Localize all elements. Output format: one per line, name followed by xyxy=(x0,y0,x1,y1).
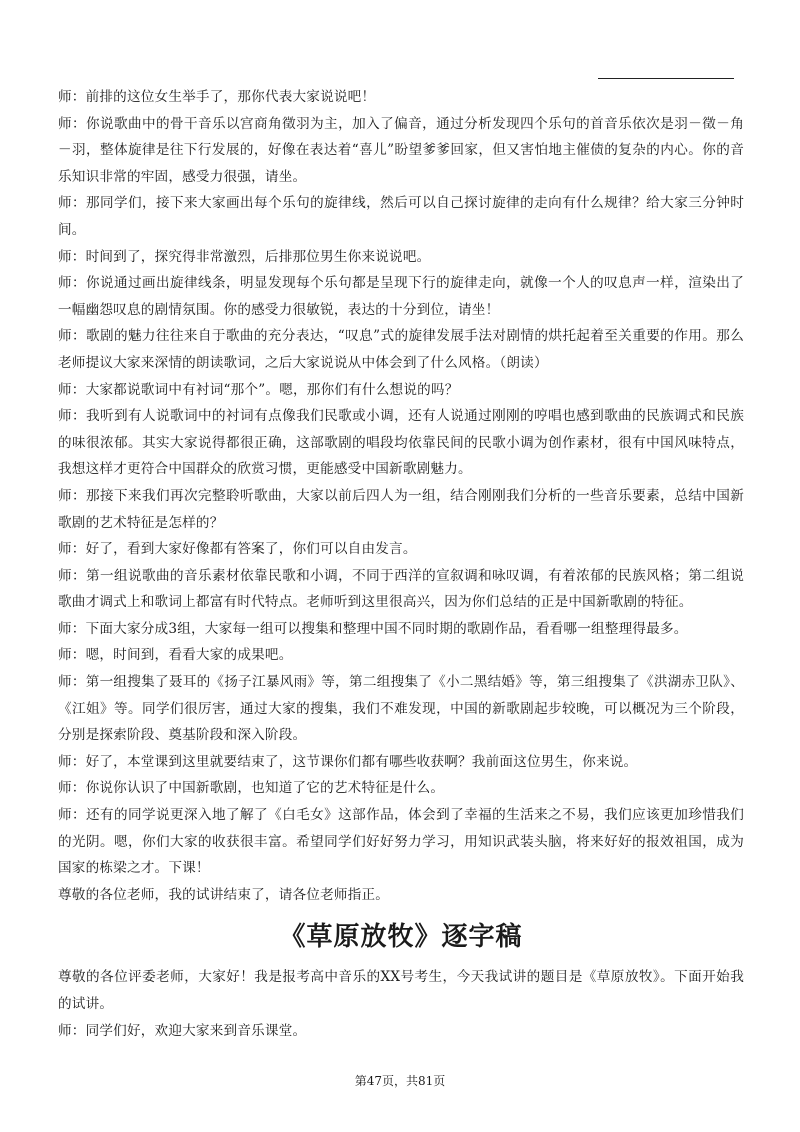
paragraph: 师：你说你认识了中国新歌剧，也知道了它的艺术特征是什么。 xyxy=(58,780,445,797)
paragraph: 师：第一组说歌曲的音乐素材依靠民歌和小调，不同于西洋的宣叙调和咏叹调，有着浓郁的民族风格；第二组说歌曲才调式上和歌词上都富有时代特点。老师听到这里很高兴，因为你们总结的正是中国新歌剧的特征。 xyxy=(58,567,744,611)
paragraph: 尊敬的各位评委老师，大家好！我是报考高中音乐的XX号考生，今天我试讲的题目是《草原放牧》。下面开始我的试讲。 xyxy=(58,969,744,1012)
paragraph: 师：大家都说歌词中有衬词“那个”。嗯，那你们有什么想说的吗？ xyxy=(58,381,459,398)
paragraph: 师：下面大家分成3组，大家每一组可以搜集和整理中国不同时期的歌剧作品，看看哪一组整理得最多。 xyxy=(58,620,688,637)
page-footer: 第47页，共81页 xyxy=(354,1074,446,1088)
paragraph: 师：歌剧的魅力往往来自于歌曲的充分表达，“叹息”式的旋律发展手法对剧情的烘托起着至关重要的作用。那么老师提议大家来深情的朗读歌词，之后大家说说从中体会到了什么风格。（朗读） xyxy=(58,328,744,371)
paragraph: 师：还有的同学说更深入地了解了《白毛女》这部作品，体会到了幸福的生活来之不易，我们应该更加珍惜我们的光阴。嗯，你们大家的收获很丰富。希望同学们好好努力学习，用知识武装头脑，将来好好的报效祖国，成为国家的栋梁之才。下课！ xyxy=(58,807,744,877)
section-title: 《草原放牧》逐字稿 xyxy=(279,922,523,953)
paragraph: 师：第一组搜集了聂耳的《扬子江暴风雨》等，第二组搜集了《小二黑结婚》等，第三组搜集了《洪湖赤卫队》、《江姐》等。同学们很厉害，通过大家的搜集，我们不难发现，中国的新歌剧起步较晚，可以概况为三个阶段，分别是探索阶段、奠基阶段和深入阶段。 xyxy=(58,674,744,744)
paragraph: 师：时间到了，探究得非常激烈，后排那位男生你来说说吧。 xyxy=(58,248,431,265)
paragraph: 师：你说通过画出旋律线条，明显发现每个乐句都是呈现下行的旋律走向，就像一个人的叹息声一样，渲染出了一幅幽怨叹息的剧情氛围。你的感受力很敏锐，表达的十分到位，请坐！ xyxy=(58,275,744,318)
paragraph: 师：嗯，时间到，看看大家的成果吧。 xyxy=(58,647,293,664)
paragraph: 师：前排的这位女生举手了，那你代表大家说说吧！ xyxy=(58,89,376,105)
paragraph: 师：同学们好，欢迎大家来到音乐课堂。 xyxy=(58,1022,307,1039)
paragraph: 师：那接下来我们再次完整聆听歌曲，大家以前后四人为一组，结合刚刚我们分析的一些音乐要素，总结中国新歌剧的艺术特征是怎样的？ xyxy=(58,487,744,531)
header-rule xyxy=(598,78,734,79)
document-body xyxy=(58,84,744,1044)
transcript-section-2 xyxy=(58,964,744,1044)
paragraph: 尊敬的各位老师，我的试讲结束了，请各位老师指正。 xyxy=(58,886,390,903)
transcript-section-1 xyxy=(58,84,744,908)
paragraph: 师：那同学们，接下来大家画出每个乐句的旋律线，然后可以自己探讨旋律的走向有什么规律？给大家三分钟时间。 xyxy=(58,195,744,238)
paragraph: 师：你说歌曲中的骨干音乐以宫商角徵羽为主，加入了偏音，通过分析发现四个乐句的首音乐依次是羽－徵－角－羽，整体旋律是往下行发展的，好像在表达着“喜儿”盼望爹爹回家，但又害怕地主催债的复杂的内心。你的音乐知识非常的牢固，感受力很强，请坐。 xyxy=(58,115,744,185)
paragraph: 师：好了，看到大家好像都有答案了，你们可以自由发言。 xyxy=(58,541,417,558)
paragraph: 师：好了，本堂课到这里就要结束了，这节课你们都有哪些收获啊？我前面这位男生，你来说。 xyxy=(58,753,638,770)
paragraph: 师：我听到有人说歌词中的衬词有点像我们民歌或小调，还有人说通过刚刚的哼唱也感到歌曲的民族调式和民族的味很浓郁。其实大家说得都很正确，这部歌剧的唱段均依靠民间的民歌小调为创作素材，很有中国风味特点，我想这样才更符合中国群众的欣赏习惯，更能感受中国新歌剧魅力。 xyxy=(58,408,744,478)
